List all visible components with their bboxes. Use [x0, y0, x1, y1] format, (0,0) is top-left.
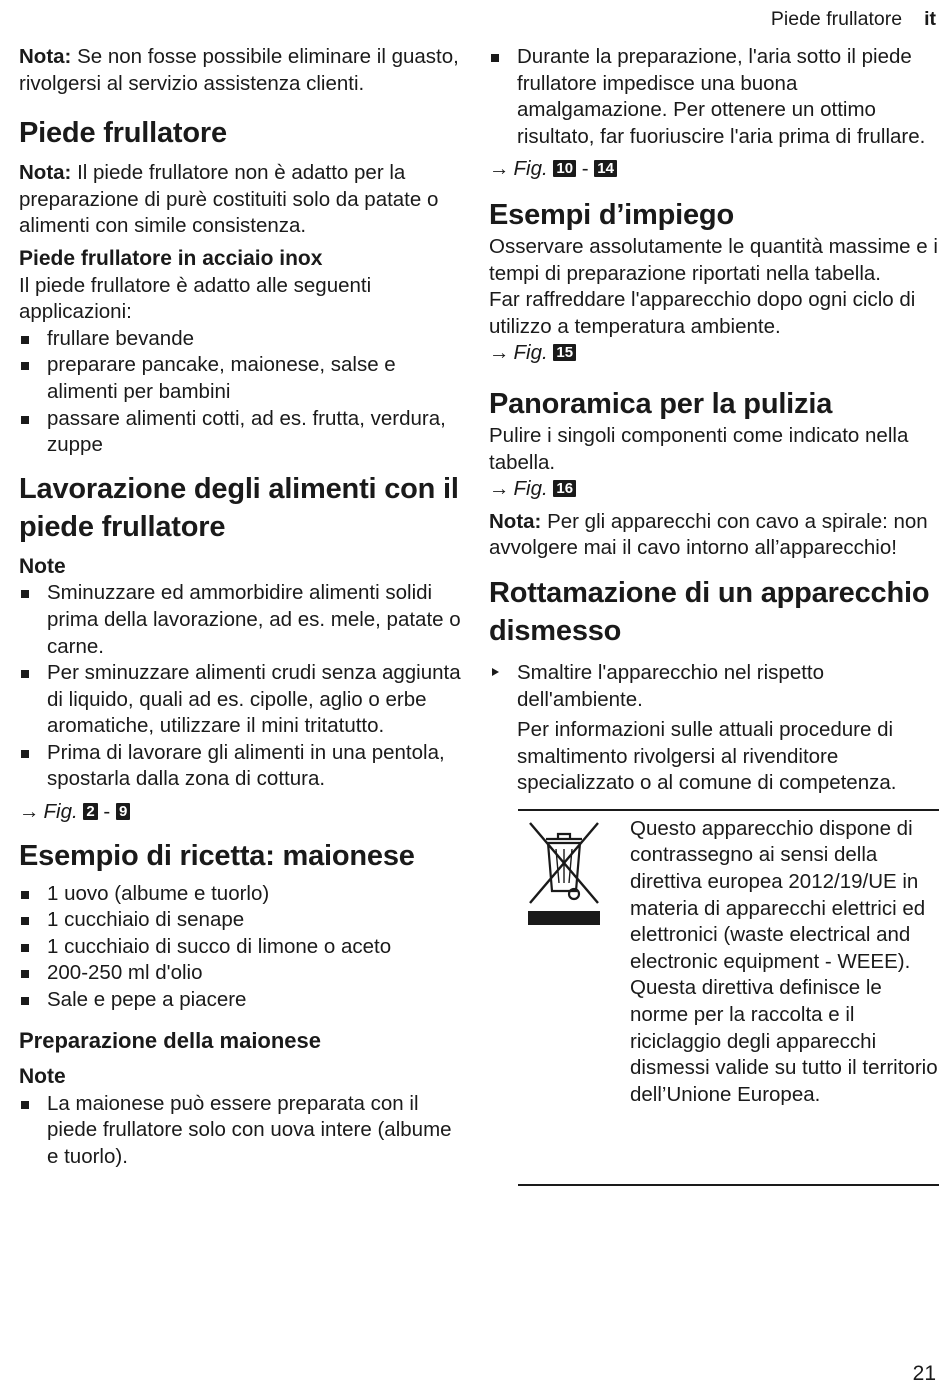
esempi-paragraph-1: Osservare assolutamente le quantità massime e i tempi di preparazione riportati nella tabella.: [489, 234, 938, 285]
fig-range-separator: -: [97, 800, 116, 824]
weee-paragraph-2: Questa direttiva definisce le norme per la raccolta e il riciclaggio degli apparecchi dismessi valide su tutto il territorio dell’Unione Europea.: [630, 976, 938, 1106]
ingredients-list: [19, 881, 467, 1014]
figure-number-badge: 15: [553, 344, 576, 361]
rottamazione-paragraph: Per informazioni sulle attuali procedure di smaltimento rivolgersi al rivenditore specializzato o al comune di competenza.: [517, 718, 897, 795]
left-column: [19, 44, 467, 1171]
pulizia-paragraph: Pulire i singoli componenti come indicato nella tabella.: [489, 423, 909, 474]
list-item: 200-250 ml d'olio: [19, 960, 467, 987]
arrow-right-icon: →: [489, 477, 510, 501]
fig-label: Fig.: [513, 341, 548, 365]
list-item: Per sminuzzare alimenti crudi senza aggiunta di liquido, quali ad es. cipolle, aglio o erbe aromatiche, utilizzare il mini tritatutto.: [19, 660, 467, 740]
pulizia-note: [489, 509, 939, 562]
figure-number-badge: 16: [553, 480, 576, 497]
list-item: Sale e pepe a piacere: [19, 987, 467, 1014]
figure-reference: [489, 156, 939, 183]
air-list: [489, 44, 939, 150]
crossed-out-wheeled-bin-icon: [524, 817, 604, 925]
note-text: Il piede frullatore non è adatto per la preparazione di purè costituiti solo da patate o alimenti con simile consistenza.: [19, 161, 439, 238]
list-item: passare alimenti cotti, ad es. frutta, verdura, zuppe: [19, 406, 467, 459]
figure-reference: [489, 476, 939, 503]
page-number: 21: [912, 1362, 936, 1385]
note-label: Nota:: [19, 45, 72, 68]
heading-ricetta: Esempio di ricetta: maionese: [19, 839, 415, 872]
arrow-right-icon: →: [19, 800, 40, 824]
heading-pulizia: Panoramica per la pulizia: [489, 387, 833, 420]
weee-notice-box: [518, 809, 939, 1186]
heading-preparazione: Preparazione della maionese: [19, 1027, 322, 1053]
page-header: [771, 6, 936, 32]
note-label: Nota:: [19, 161, 72, 185]
heading-rottamazione: Rottamazione di un apparecchio dismesso: [489, 576, 930, 647]
inox-list: [19, 326, 467, 459]
heading-esempi-impiego: Esempi d’impiego: [489, 198, 734, 231]
note-text: Se non fosse possibile eliminare il guasto, rivolgersi al servizio assistenza clienti.: [19, 45, 459, 95]
figure-number-badge: 14: [594, 160, 617, 177]
figure-number-badge: 9: [116, 803, 130, 820]
list-item: frullare bevande: [19, 326, 467, 353]
fig-label: Fig.: [513, 477, 548, 501]
fig-label: Fig.: [513, 157, 548, 181]
list-item: Prima di lavorare gli alimenti in una pentola, spostarla dalla zona di cottura.: [19, 740, 467, 793]
service-note: [19, 44, 467, 97]
list-item: Smaltire l'apparecchio nel rispetto dell'ambiente.: [489, 660, 939, 713]
weee-text: [630, 816, 939, 1109]
list-item: 1 cucchiaio di senape: [19, 907, 467, 934]
list-item: Durante la preparazione, l'aria sotto il piede frullatore impedisce una buona amalgamazione. Per ottenere un ottimo risultato, far fuoriuscire l'aria prima di frullare.: [489, 44, 939, 150]
fig-label: Fig.: [43, 800, 78, 824]
heading-piede-frullatore: Piede frullatore: [19, 117, 227, 150]
list-item: 1 uovo (albume e tuorlo): [19, 881, 467, 908]
figure-reference: [19, 799, 467, 826]
esempi-paragraph-2: Far raffreddare l'apparecchio dopo ogni ciclo di utilizzo a temperatura ambiente.: [489, 288, 916, 338]
piede-note: [19, 160, 467, 240]
list-item: 1 cucchiaio di succo di limone o aceto: [19, 934, 467, 961]
header-title: Piede frullatore: [770, 8, 903, 30]
list-item: La maionese può essere preparata con il piede frullatore solo con uova intere (albume e tuorlo).: [19, 1091, 467, 1171]
arrow-right-icon: →: [489, 157, 510, 181]
arrow-right-icon: →: [489, 341, 510, 365]
figure-number-badge: 10: [553, 160, 576, 177]
note-label: Nota:: [489, 509, 542, 533]
heading-acciaio-inox: Piede frullatore in acciaio inox: [19, 246, 323, 270]
lavorazione-list: [19, 580, 467, 793]
right-column: [489, 44, 939, 1186]
inox-intro: Il piede frullatore è adatto alle seguenti applicazioni:: [19, 273, 372, 324]
note-text: Per gli apparecchi con cavo a spirale: non avvolgere mai il cavo intorno all’apparecchio!: [489, 509, 928, 560]
figure-reference: [489, 340, 939, 367]
language-code: it: [924, 8, 936, 30]
fig-range-separator: -: [576, 157, 595, 181]
weee-paragraph-1: Questo apparecchio dispone di contrassegno ai sensi della direttiva europea 2012/19/UE in materia di apparecchi elettrici ed elettronici (waste electrical and electronic equipment - WEEE).: [630, 816, 926, 973]
list-item: preparare pancake, maionese, salse e alimenti per bambini: [19, 352, 467, 405]
note-heading: Note: [19, 554, 66, 578]
note-heading: Note: [19, 1065, 66, 1089]
rottamazione-list: [489, 660, 939, 713]
preparazione-list: [19, 1091, 467, 1171]
heading-lavorazione: Lavorazione degli alimenti con il piede frullatore: [19, 472, 459, 543]
list-item: Sminuzzare ed ammorbidire alimenti solidi prima della lavorazione, ad es. mele, patate o carne.: [19, 580, 467, 660]
figure-number-badge: 2: [83, 803, 97, 820]
